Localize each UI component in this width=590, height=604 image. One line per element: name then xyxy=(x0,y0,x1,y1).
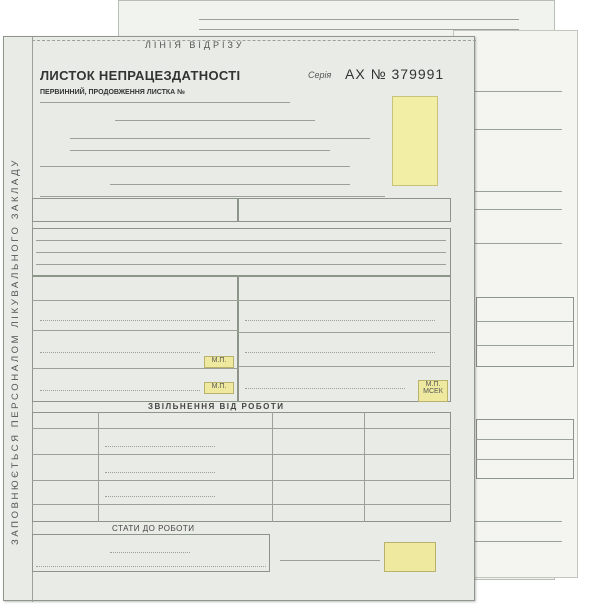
stamp-mp-2: М.П. xyxy=(204,382,234,394)
cut-line-header: ЛІНІЯ ВІДРІЗУ xyxy=(145,40,245,50)
series-label: Серія xyxy=(308,70,332,80)
stamp-area-bottom xyxy=(384,542,436,572)
stamp-area-top xyxy=(392,96,438,186)
field-box-right xyxy=(238,198,451,222)
form-subtitle: ПЕРВИННИЙ, ПРОДОВЖЕННЯ ЛИСТКА № xyxy=(40,89,185,96)
release-section-title: ЗВІЛЬНЕННЯ ВІД РОБОТИ xyxy=(148,402,285,411)
number-label: № xyxy=(370,66,387,82)
series-value: АХ xyxy=(345,66,366,82)
number-value: 379991 xyxy=(391,66,445,82)
form-number xyxy=(345,66,444,82)
return-section-title: СТАТИ ДО РОБОТИ xyxy=(112,524,195,533)
form-title: ЛИСТОК НЕПРАЦЕЗДАТНОСТІ xyxy=(40,68,241,83)
vertical-caption: ЗАПОВНЮЄТЬСЯ ПЕРСОНАЛОМ ЛІКУВАЛЬНОГО ЗАКЛАДУ xyxy=(10,158,21,546)
field-box-left xyxy=(32,198,238,222)
stamp-mp-msek: М.П. МСЕК xyxy=(418,380,448,402)
stamp-mp-1: М.П. xyxy=(204,356,234,368)
